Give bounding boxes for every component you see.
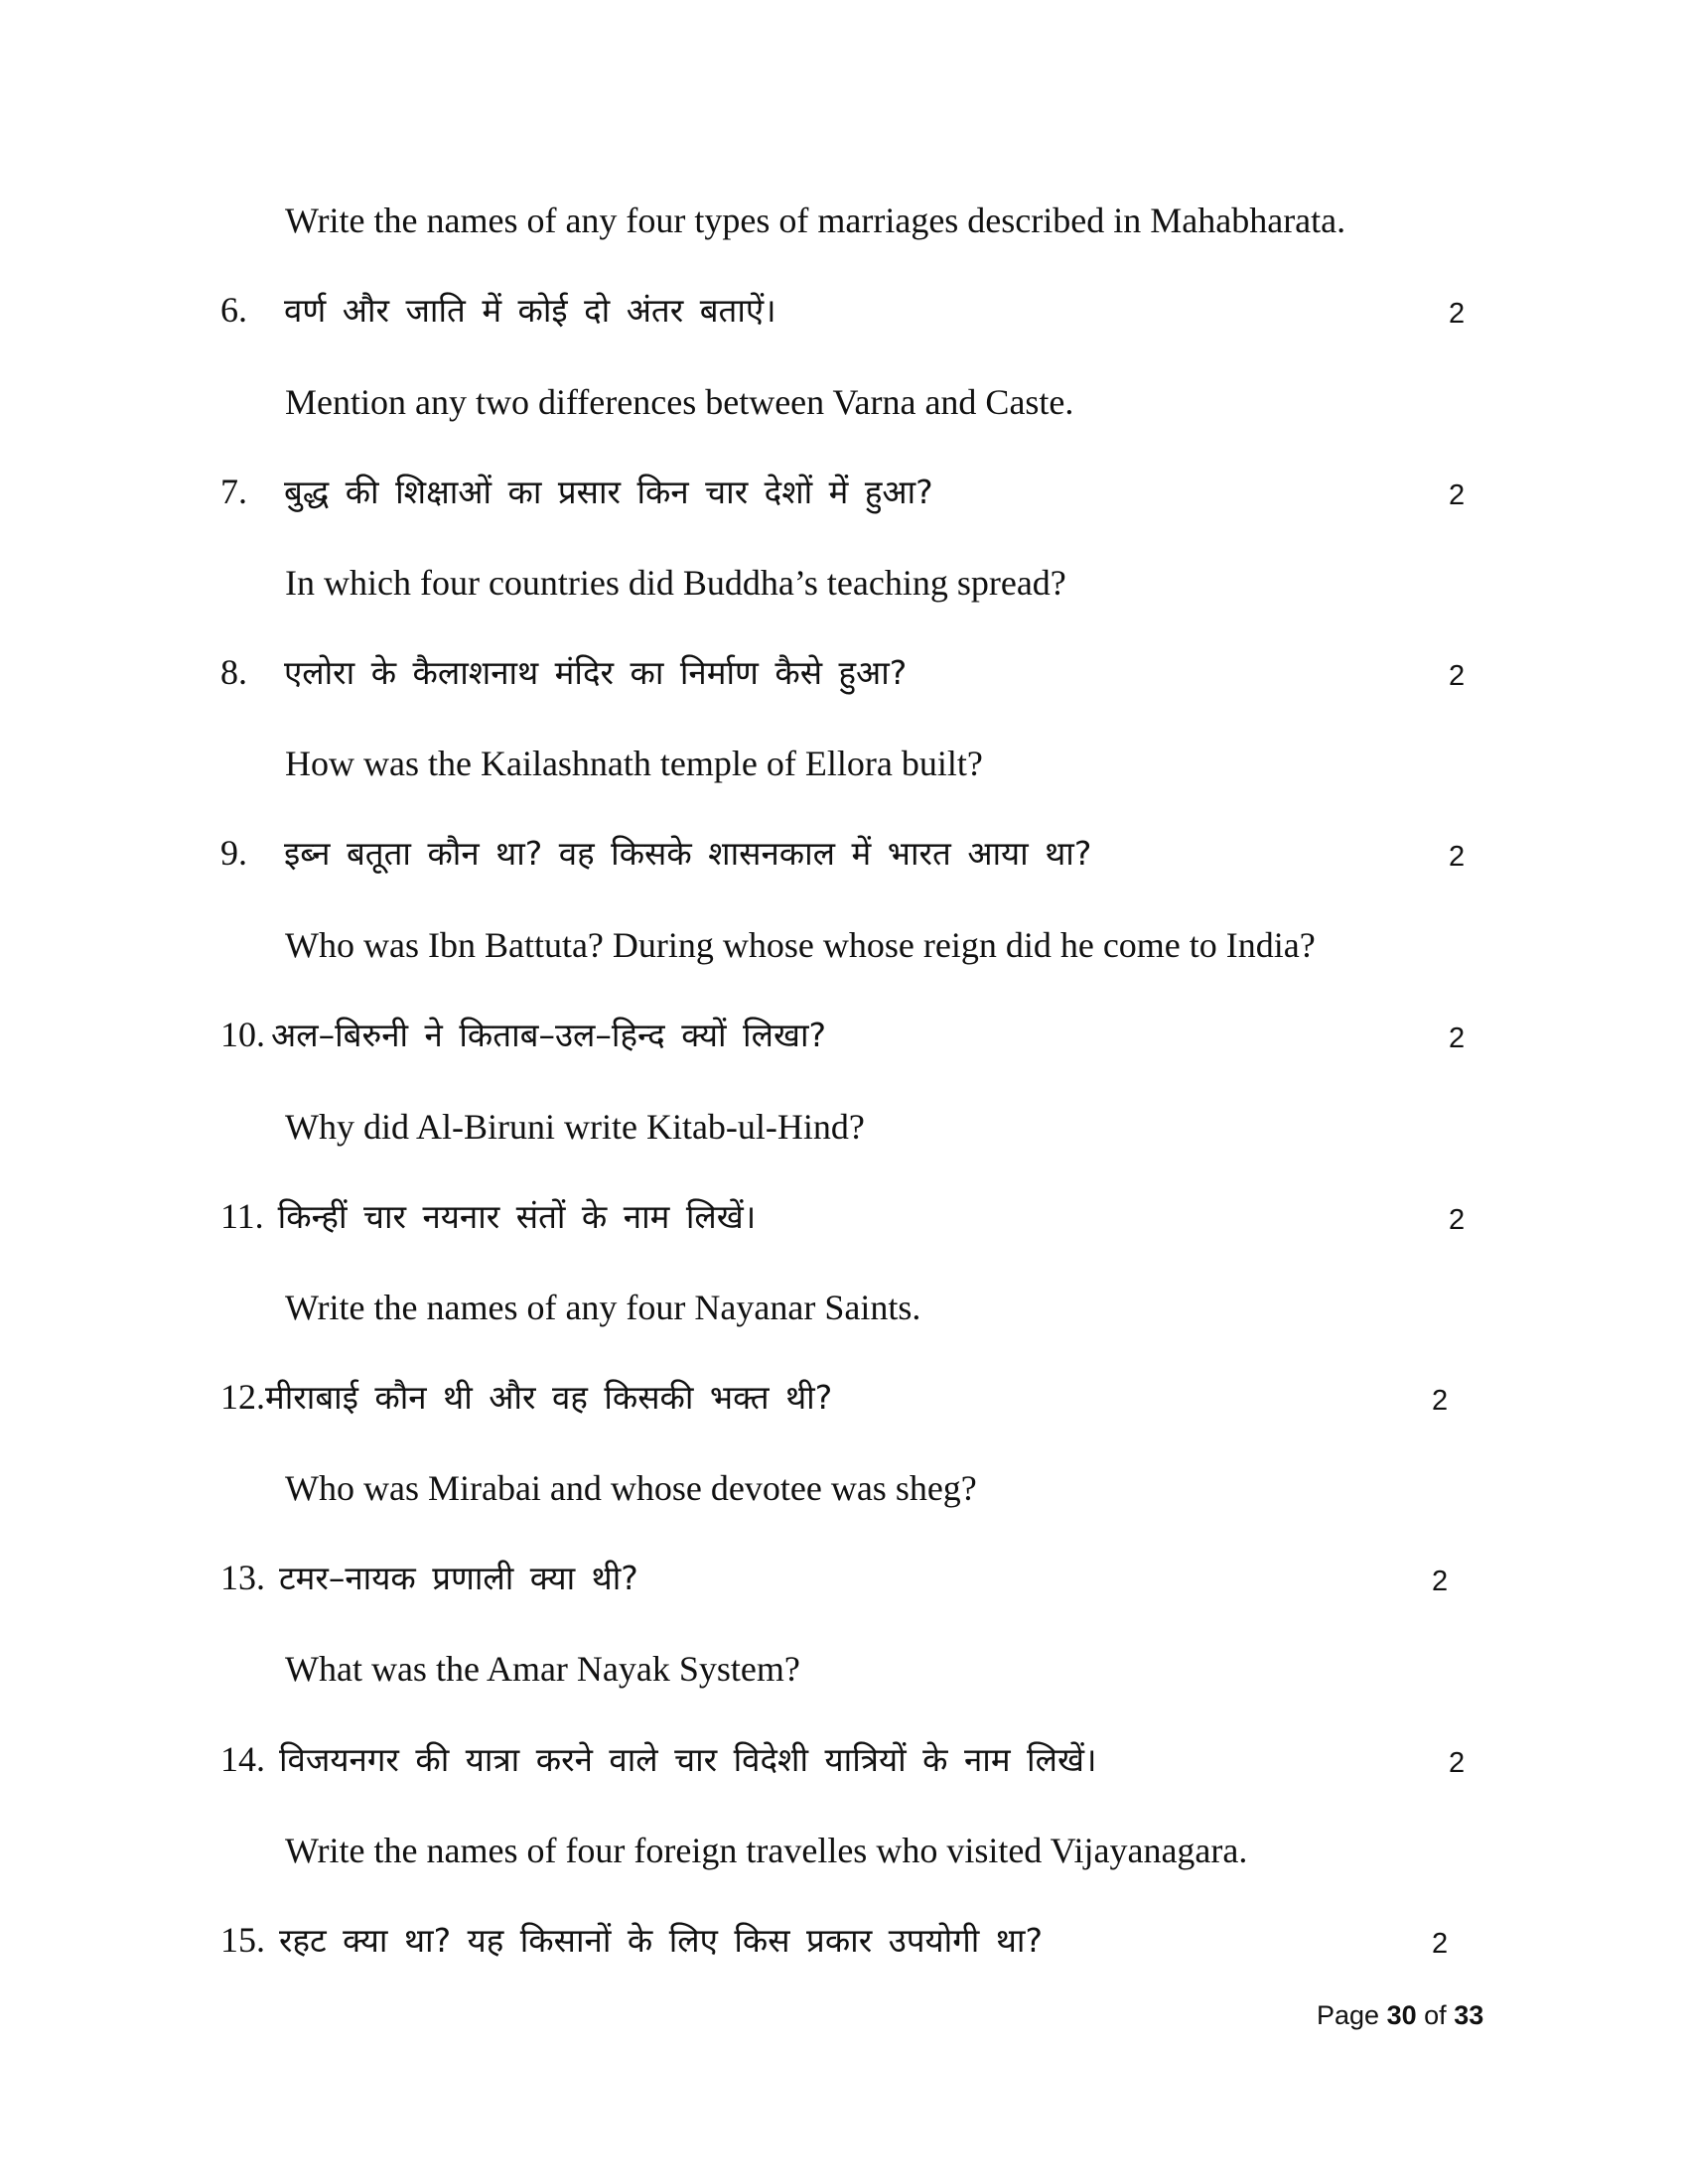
marks-label: 2 (1449, 841, 1466, 873)
question-7-english: In which four countries did Buddha’s teaching spread? (285, 563, 1066, 603)
question-10-hindi (220, 1013, 826, 1057)
question-text-hindi: इब्न बतूता कौन था? वह किसके शासनकाल में भारत आया था? (284, 834, 1092, 873)
marks-label: 2 (1449, 1204, 1466, 1236)
question-11-english: Write the names of any four Nayanar Saints. (285, 1288, 921, 1327)
question-8-english: How was the Kailashnath temple of Ellora built? (285, 744, 983, 783)
question-number: 12. (220, 1377, 265, 1417)
question-15-hindi (220, 1918, 1043, 1963)
question-number: 9. (220, 833, 247, 873)
question-number: 15. (220, 1920, 265, 1960)
marks-label: 2 (1449, 298, 1466, 330)
question-text-hindi: विजयनगर की यात्रा करने वाले चार विदेशी यात्रियों के नाम लिखें। (279, 1740, 1097, 1779)
question-13-english: What was the Amar Nayak System? (285, 1649, 800, 1689)
question-number: 8. (220, 652, 247, 692)
question-text-hindi: रहट क्या था? यह किसानों के लिए किस प्रकार उपयोगी था? (279, 1921, 1043, 1960)
current-page-number: 30 (1386, 2000, 1417, 2030)
page-label: Page (1317, 2000, 1380, 2030)
question-12-english: Who was Mirabai and whose devotee was sheg? (285, 1468, 977, 1508)
question-10-english: Why did Al-Biruni write Kitab-ul-Hind? (285, 1107, 865, 1147)
question-text-hindi: वर्ण और जाति में कोई दो अंतर बताऐं। (284, 291, 776, 330)
marks-label: 2 (1449, 1023, 1466, 1054)
page-footer (1317, 1997, 1483, 2033)
question-6-english: Mention any two differences between Varna and Caste. (285, 382, 1074, 422)
question-number: 14. (220, 1739, 265, 1779)
question-11-hindi (220, 1194, 756, 1239)
marks-label: 2 (1432, 1566, 1449, 1597)
question-text-hindi: बुद्ध की शिक्षाओं का प्रसार किन चार देशों में हुआ? (284, 473, 933, 511)
question-13-hindi (220, 1556, 638, 1600)
total-pages-number: 33 (1454, 2000, 1484, 2030)
marks-label: 2 (1449, 479, 1466, 511)
question-number: 7. (220, 472, 247, 511)
question-number: 11. (220, 1196, 264, 1236)
question-text-hindi: मीराबाई कौन थी और वह किसकी भक्त थी? (265, 1378, 833, 1417)
question-9-hindi (220, 831, 1091, 876)
question-14-hindi (220, 1737, 1096, 1782)
question-12-hindi (220, 1375, 832, 1420)
question-6-hindi (220, 288, 776, 333)
question-number: 10. (220, 1015, 265, 1054)
marks-label: 2 (1449, 660, 1466, 692)
question-text-hindi: एलोरा के कैलाशनाथ मंदिर का निर्माण कैसे हुआ? (284, 653, 908, 692)
marks-label: 2 (1449, 1747, 1466, 1779)
marks-label: 2 (1432, 1928, 1449, 1960)
question-text-hindi: टमर–नायक प्रणाली क्या थी? (279, 1559, 638, 1597)
question-text-hindi: अल–बिरुनी ने किताब–उल–हिन्द क्यों लिखा? (271, 1016, 827, 1054)
page-of-label: of (1424, 2000, 1447, 2030)
question-8-hindi (220, 650, 907, 695)
question-number: 6. (220, 290, 247, 330)
question-9-english: Who was Ibn Battuta? During whose whose reign did he come to India? (285, 925, 1316, 965)
question-14-english: Write the names of four foreign travelles who visited Vijayanagara. (285, 1831, 1248, 1870)
marks-label: 2 (1432, 1385, 1449, 1417)
question-text-hindi: किन्हीं चार नयनार संतों के नाम लिखें। (277, 1197, 757, 1236)
question-number: 13. (220, 1558, 265, 1597)
question-7-hindi (220, 470, 933, 514)
question-5-english: Write the names of any four types of marriages described in Mahabharata. (285, 201, 1346, 240)
